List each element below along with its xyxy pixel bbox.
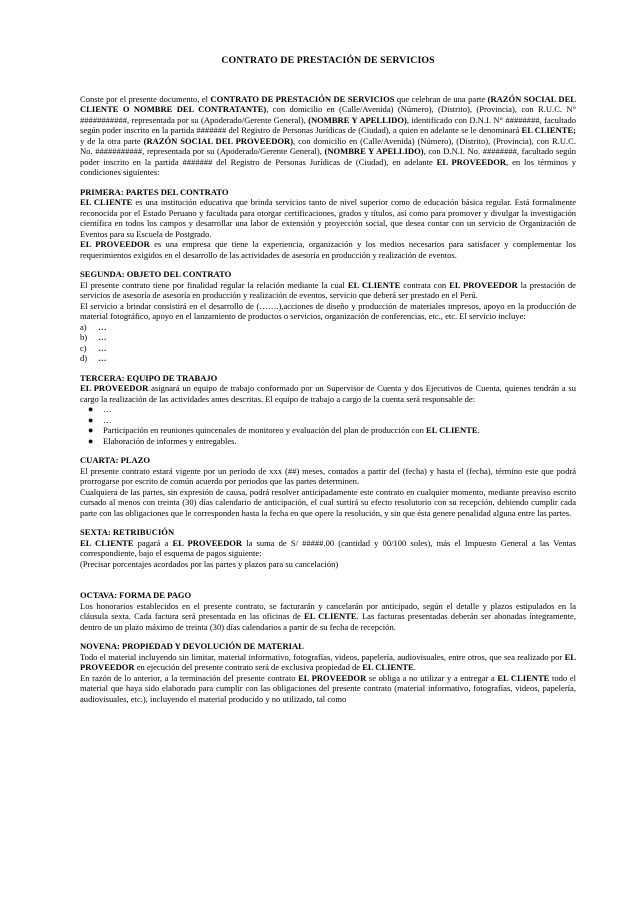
list-item: a) … xyxy=(80,321,107,332)
list-item: d) … xyxy=(80,353,107,363)
paragraph: Cualquiera de las partes, sin expresión de causa, podrá resolver anticipadamente este contrato en cualquier momento, mediante preaviso escrito cursado al menos con treinta (30) días calendario de anticipación, el cual surtirá su efecto resolutorio con su recepción, debiendo cumplir cada parte con las obligaciones que le corresponden hasta la fecha en que opere la resolución, y sin que ésta genere penalidad alguna entre las partes. xyxy=(80,486,576,518)
section-segunda xyxy=(80,269,576,364)
section-heading: TERCERA: EQUIPO DE TRABAJO xyxy=(80,372,218,383)
bullet-icon: ● xyxy=(88,404,94,414)
section-octava xyxy=(80,590,576,632)
section-heading: SEGUNDA: OBJETO DEL CONTRATO xyxy=(80,269,232,279)
paragraph: En razón de lo anterior, a la terminación del presente contrato EL PROVEEDOR se obliga a no utilizar y a entregar a EL CLIENTE todo el material que haya sido elaborado para cumplir con las obligaciones del presente contrato (material informativo, fotografías, videos, papelería, audiovisuales, etc.), incluyendo el material producido y no utilizado, tal como xyxy=(80,672,576,704)
paragraph: EL CLIENTE es una institución educativa que brinda servicios tanto de nivel superior como de educación básica regular. Está formalmente reconocida por el Estado Peruano y facultada para otorgar certificaciones, grados y títulos, así como para promover y divulgar la investigación científica en todos los campos y desarrollar una labor de extensión y proyección social, que desea contar con un servicio de Organización de Eventos para su Escuela de Postgrado. xyxy=(80,197,577,239)
section-primera xyxy=(80,187,576,261)
section-sexta xyxy=(80,527,576,569)
list-item: ● … xyxy=(88,414,112,425)
service-list xyxy=(80,322,576,364)
list-item: c) … xyxy=(80,342,107,353)
list-item: ● Participación en reuniones quincenales de monitoreo y evaluación del plan de producción con EL CLIENTE. xyxy=(88,425,480,435)
paragraph: El servicio a brindar consistirá en el desarrollo de (…….),acciones de diseño y producción de materiales impresos, apoyo en la producción de material fotográfico, apoyo en el lanzamiento de productos o servicios, organización de conferencias, etc., etc. El servicio incluye: xyxy=(80,300,576,321)
bullet-icon: ● xyxy=(88,425,94,435)
document-title: CONTRATO DE PRESTACIÓN DE SERVICIOS xyxy=(221,55,435,66)
list-item: b) … xyxy=(80,332,107,342)
intro-paragraph: Conste por el presente documento, el CONTRATO DE PRESTACIÓN DE SERVICIOS que celebran de una parte (RAZÓN SOCIAL DEL CLIENTE O NOMBRE DEL CONTRATANTE), con domicilio en (Calle/Avenida) (Número), (Distrito), (Provincia), con R.U.C. N° ###########, representada por su (Apoderado/Gerente General), (NOMBRE Y APELLIDO), identificado con D.N.I. N° ########, facultado según poder inscrito en la partida ####### del Registro de Personas Jurídicas de (Ciudad), a quien en adelante se le denominará EL CLIENTE; y de la otra parte (RAZÓN SOCIAL DEL PROVEEDOR), con domicilio en (Calle/Avenida) (Número), (Distrito), (Provincia), con R.U.C. No. ###########, representada por su (Apoderado/Gerente General), (NOMBRE Y APELLIDO), con D.N.I. No. ########, facultado según poder inscrito en la partida ####### del Registro de Personas Jurídicas de (Ciudad), en adelante EL PROVEEDOR, en los términos y condiciones siguientes: xyxy=(80,93,577,177)
list-item: ● … xyxy=(88,404,112,414)
paragraph: El presente contrato estará vigente por un periodo de xxx (##) meses, contados a partir del (fecha) y hasta el (fecha), término este que podrá prorrogarse por escrito de común acuerdo por periodos que las partes determinen. xyxy=(80,465,576,486)
paragraph: (Precisar porcentajes acordados por las partes y plazos para su cancelación) xyxy=(80,558,339,569)
section-novena xyxy=(80,641,576,704)
paragraph: EL CLIENTE pagará a EL PROVEEDOR la suma de S/ #####.00 (cantidad y 00/100 soles), más el Impuesto General a las Ventas correspondiente, bajo el esquema de pagos siguiente: xyxy=(80,537,576,558)
paragraph: Todo el material incluyendo sin limitar, material informativo, fotografías, videos, papelería, audiovisuales, entre otros, que sea realizado por EL PROVEEDOR en ejecución del presente contrato será de exclusiva propiedad de EL CLIENTE. xyxy=(80,651,576,672)
section-cuarta xyxy=(80,455,576,518)
section-heading: SEXTA: RETRIBUCIÓN xyxy=(80,527,175,537)
list-item: ● Elaboración de informes y entregables. xyxy=(88,435,237,446)
section-heading: NOVENA: PROPIEDAD Y DEVOLUCIÓN DE MATERIAL xyxy=(80,641,304,651)
section-tercera xyxy=(80,373,576,447)
paragraph: Los honorarios establecidos en el presente contrato, se facturarán y cancelarán por anticipado, según el detalle y plazos estipulados en la cláusula sexta. Cada factura será presentada en las oficinas de EL CLIENTE. Las facturas presentadas deberán ser abonadas íntegramente, dentro de un plazo máximo de treinta (30) días calendarios a partir de su fecha de recepción. xyxy=(80,600,576,632)
section-heading: CUARTA: PLAZO xyxy=(80,455,151,465)
bullet-icon: ● xyxy=(88,414,94,425)
paragraph: El presente contrato tiene por finalidad regular la relación mediante la cual EL CLIENTE contrata con EL PROVEEDOR la prestación de servicios de asesoría de asesoría en producción y realización de eventos, servicio que deberá ser prestado en el Perú. xyxy=(80,279,576,300)
paragraph: EL PROVEEDOR asignará un equipo de trabajo conformado por un Supervisor de Cuenta y dos Ejecutivos de Cuenta, quienes tendrán a su cargo la realización de las actividades antes descritas. El equipo de trabajo a cargo de la cuenta será responsable de: xyxy=(80,383,576,404)
paragraph: EL PROVEEDOR es una empresa que tiene la experiencia, organización y los medios necesarios para satisfacer y complementar los requerimientos exigidos en el desarrollo de las actividades de asesoría en producción y realización de eventos. xyxy=(80,239,576,260)
bullet-icon: ● xyxy=(88,435,94,446)
section-heading: PRIMERA: PARTES DEL CONTRATO xyxy=(80,186,229,197)
responsibilities-list xyxy=(80,404,576,446)
section-heading: OCTAVA: FORMA DE PAGO xyxy=(80,590,192,600)
